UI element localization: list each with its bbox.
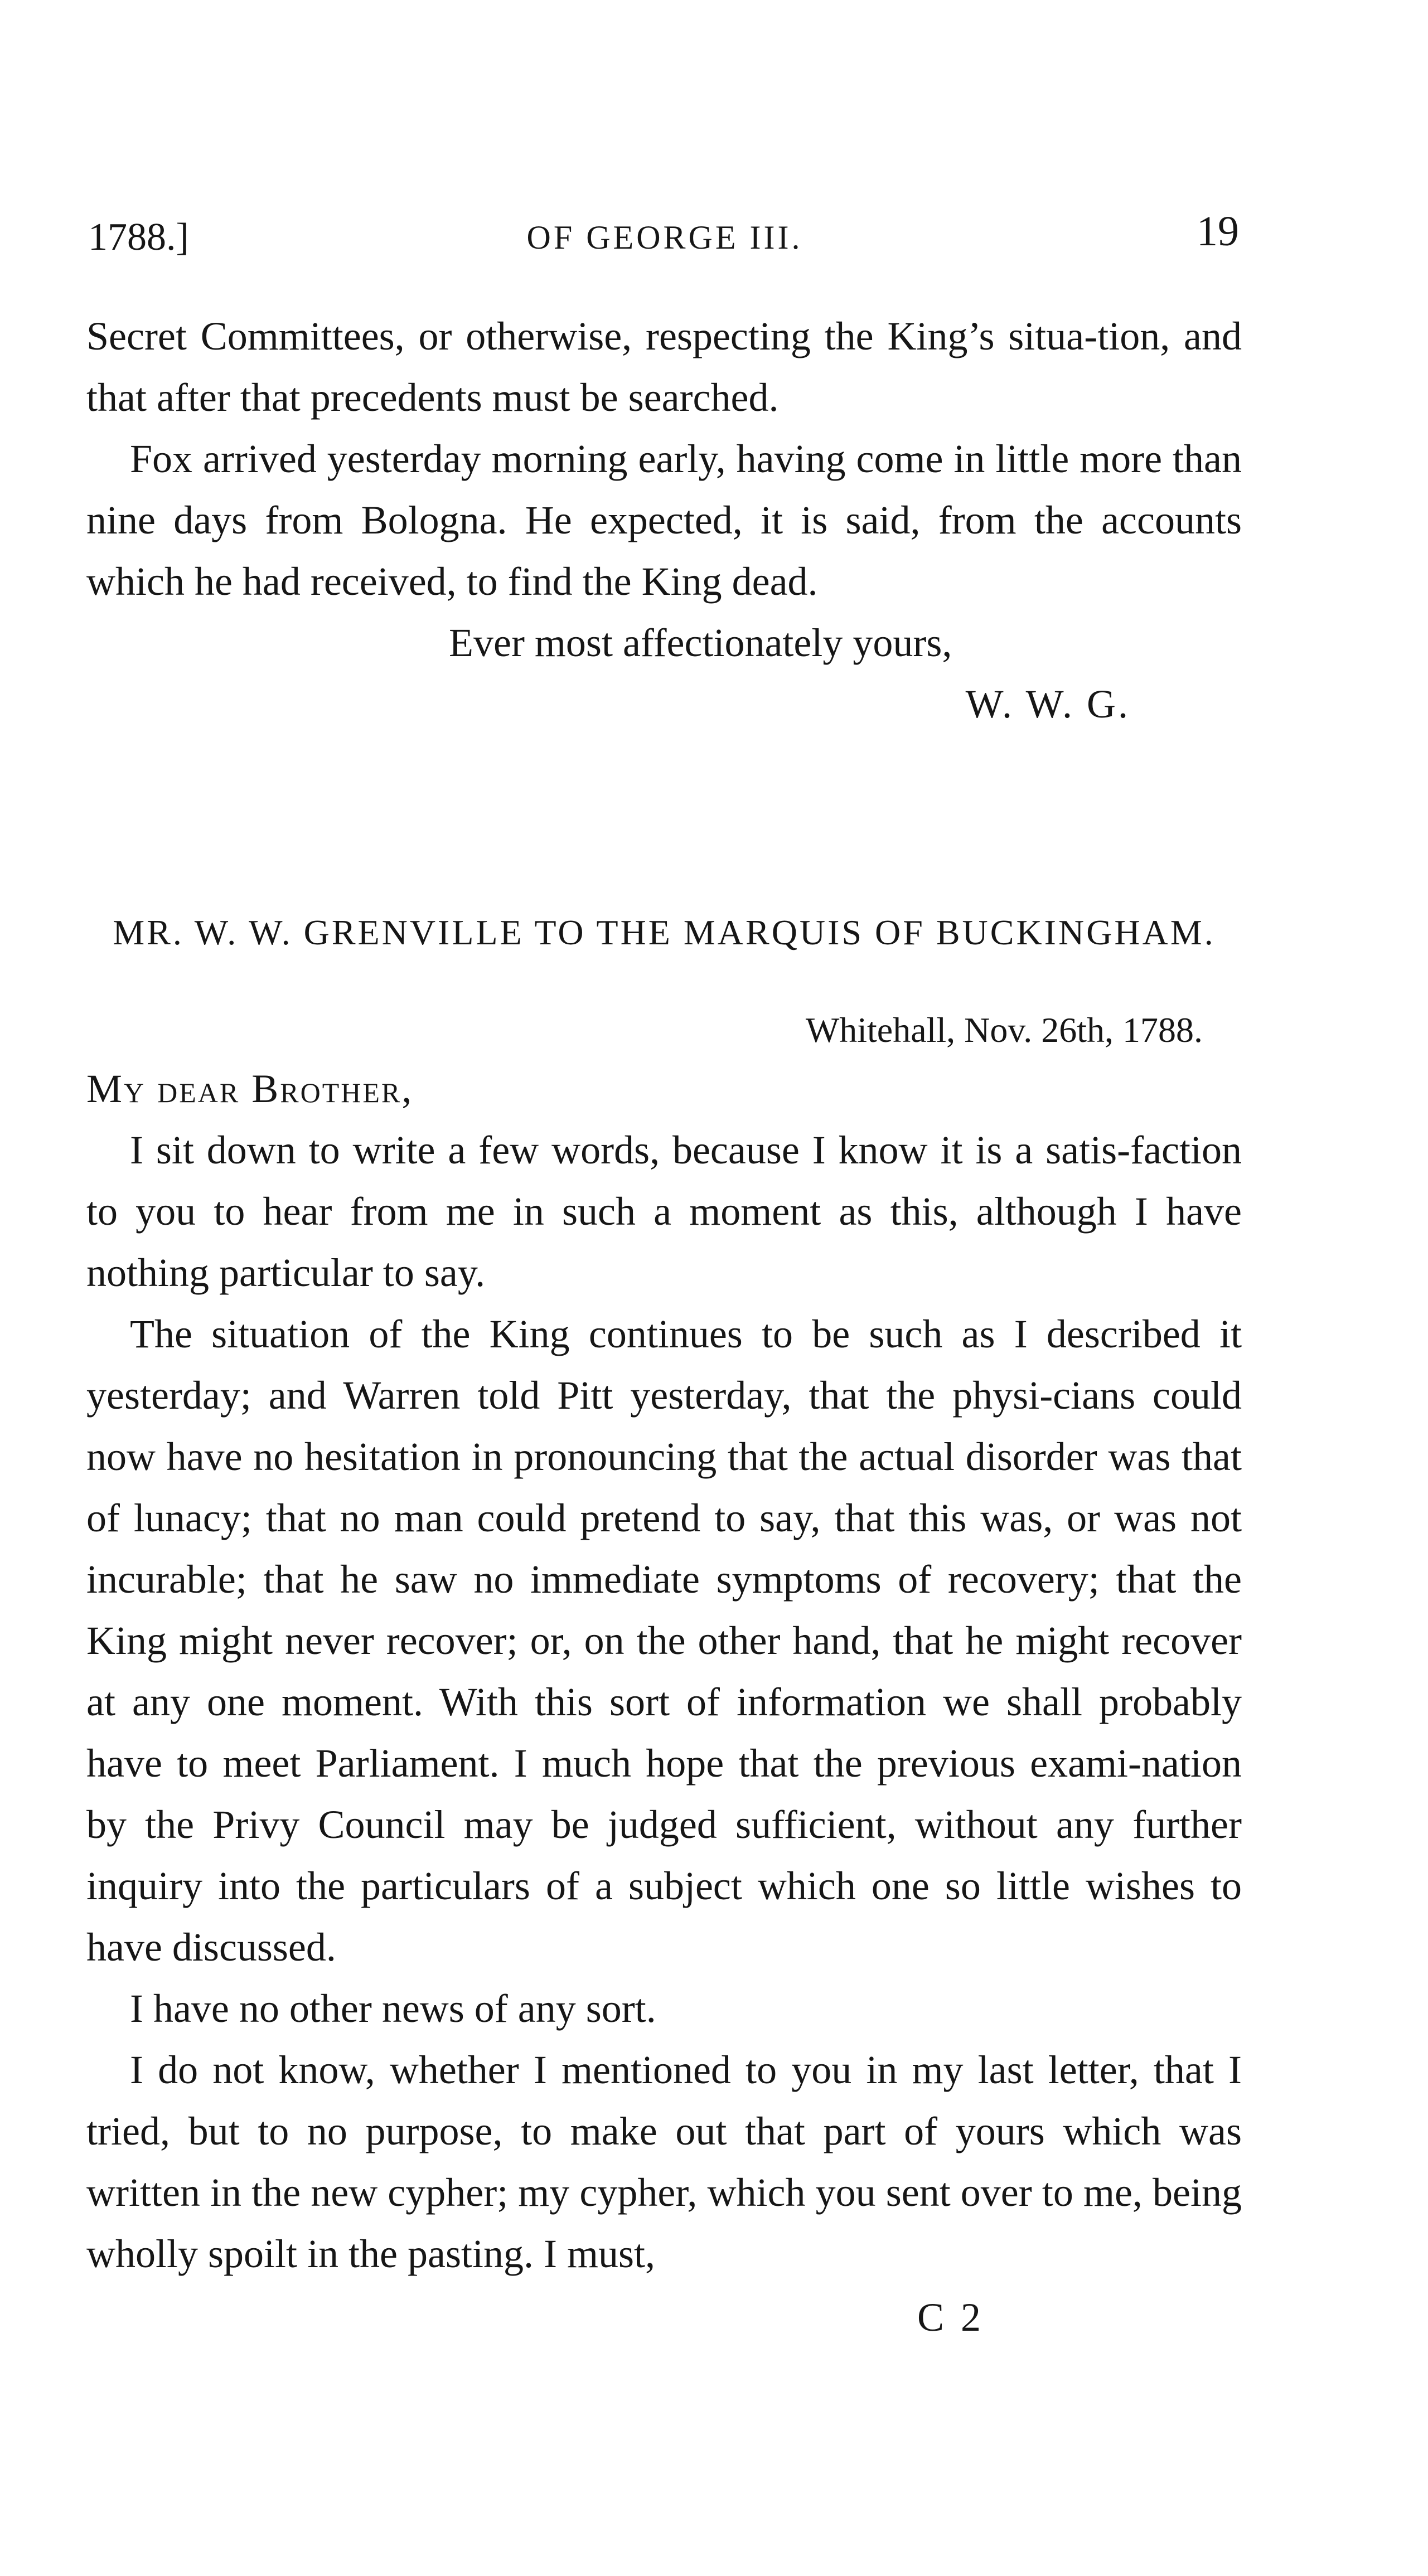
letter-paragraph: I do not know, whether I mentioned to you in my last letter, that I tried, but to no purpose, to make out that part of yours which was written in the new cypher; my cypher, which you sent over to me, being wholly spoilt in the pasting. I must,: [86, 2048, 1242, 2276]
letter-dateline: Whitehall, Nov. 26th, 1788.: [805, 1010, 1203, 1050]
running-head-year: 1788.]: [88, 216, 189, 259]
letter-signature: W. W. G.: [965, 682, 1130, 726]
letter-paragraph: The situation of the King continues to be such as I described it yesterday; and Warren told Pitt yesterday, that the physi-cians could now have no hesitation in pronouncing that the actual disorder was that of lunacy; that no man could pretend to say, that this was, or was not incurable; that he saw no immediate symptoms of recovery; that the King might never recover; or, on the other hand, that he might recover at any one moment. With this sort of information we shall probably have to meet Parliament. I much hope that the previous exami-nation by the Privy Council may be judged sufficient, without any further inquiry into the particulars of a subject which one so little wishes to have discussed.: [86, 1312, 1242, 1969]
continued-paragraph: Secret Committees, or otherwise, respecting the King’s situa-tion, and that after that precedents must be searched.: [86, 314, 1242, 420]
letter-salutation: My dear Brother,: [86, 1066, 414, 1111]
letter-closing: Ever most affectionately yours,: [449, 620, 952, 665]
page-body: [86, 305, 1242, 2348]
signature-mark: C 2: [917, 2295, 985, 2340]
running-head-title: OF GEORGE III.: [526, 219, 803, 256]
letter-paragraph: I sit down to write a few words, because I know it is a satis-faction to you to hear from me in such a moment as this, although I have nothing particular to say.: [86, 1128, 1242, 1295]
fox-paragraph: Fox arrived yesterday morning early, having come in little more than nine days from Bologna. He expected, it is said, from the accounts which he had received, to find the King dead.: [86, 436, 1242, 604]
letter-paragraph: I have no other news of any sort.: [130, 1986, 656, 2031]
running-head: [88, 208, 1241, 272]
page-number: 19: [1197, 208, 1239, 255]
letter-heading: MR. W. W. GRENVILLE TO THE MARQUIS OF BUCKINGHAM.: [113, 913, 1216, 952]
